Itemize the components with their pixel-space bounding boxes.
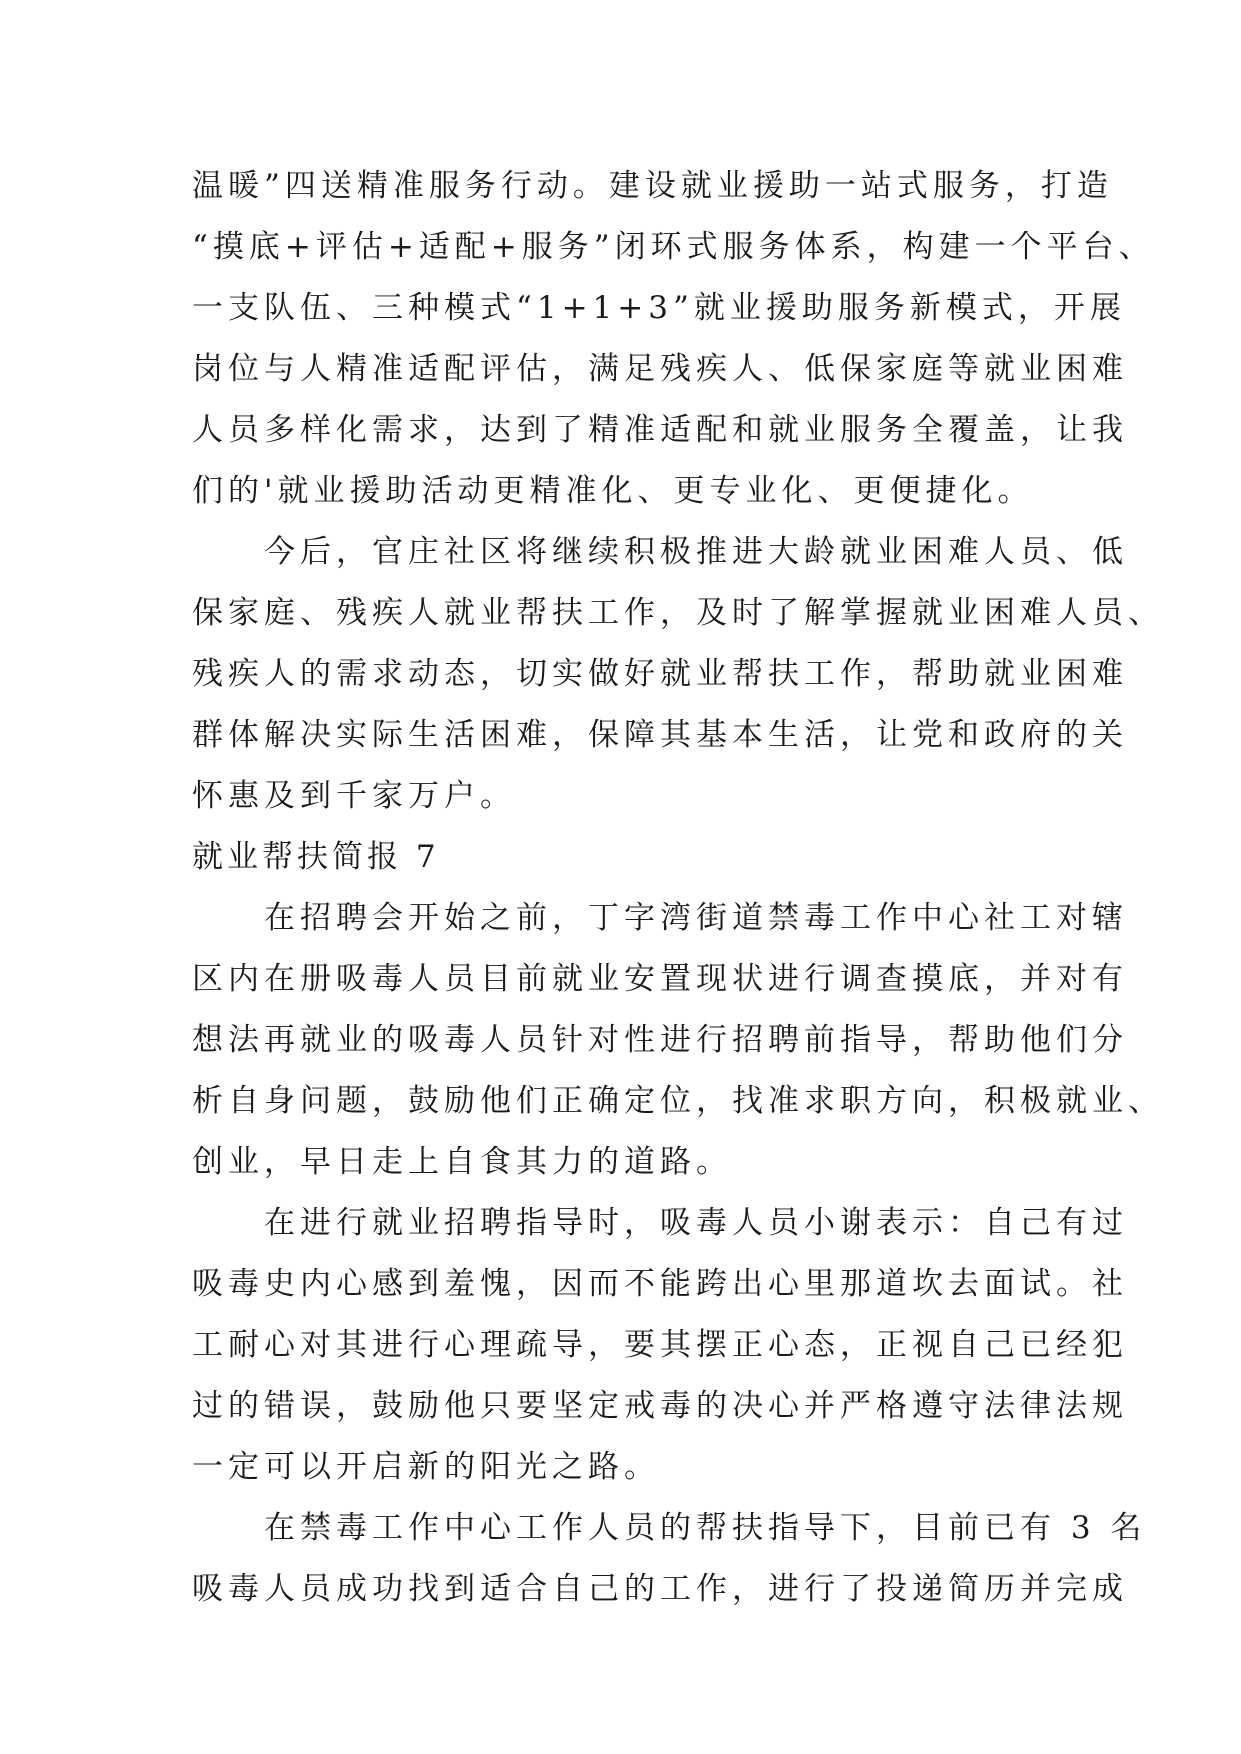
- text-line: 析自身问题，鼓励他们正确定位，找准求职方向，积极就业、: [192, 1083, 1164, 1119]
- text-line: 在进行就业招聘指导时，吸毒人员小谢表示：自己有过: [264, 1205, 1128, 1241]
- text-line: 岗位与人精准适配评估，满足残疾人、低保家庭等就业困难: [192, 351, 1128, 387]
- text-line: 怀惠及到千家万户。: [192, 778, 516, 814]
- text-line: 今后，官庄社区将继续积极推进大龄就业困难人员、低: [264, 534, 1128, 570]
- text-line: 一支队伍、三种模式“1+1+3”就业援助服务新模式，开展: [192, 290, 1126, 326]
- text-line: 保家庭、残疾人就业帮扶工作，及时了解掌握就业困难人员、: [192, 595, 1164, 631]
- text-line: 一定可以开启新的阳光之路。: [192, 1449, 660, 1485]
- text-line: 工耐心对其进行心理疏导，要其摆正心态，正视自己已经犯: [192, 1327, 1128, 1363]
- text-line: 们的'就业援助活动更精准化、更专业化、更便捷化。: [192, 473, 1034, 509]
- text-line: 吸毒人员成功找到适合自己的工作，进行了投递简历并完成: [192, 1571, 1128, 1607]
- document-body: [192, 156, 1164, 1620]
- text-line: 创业，早日走上自食其力的道路。: [192, 1144, 732, 1180]
- text-line: 在禁毒工作中心工作人员的帮扶指导下，目前已有 3 名: [264, 1510, 1147, 1546]
- text-line: 温暖”四送精准服务行动。建设就业援助一站式服务，打造: [192, 168, 1113, 204]
- text-line: “摸底+评估+适配+服务”闭环式服务体系，构建一个平台、: [192, 229, 1155, 265]
- text-line: 在招聘会开始之前，丁字湾街道禁毒工作中心社工对辖: [264, 900, 1128, 936]
- section-heading: 就业帮扶简报 7: [192, 839, 440, 875]
- text-line: 过的错误，鼓励他只要坚定戒毒的决心并严格遵守法律法规: [192, 1388, 1128, 1424]
- text-line: 吸毒史内心感到羞愧，因而不能跨出心里那道坎去面试。社: [192, 1266, 1128, 1302]
- text-line: 想法再就业的吸毒人员针对性进行招聘前指导，帮助他们分: [192, 1022, 1128, 1058]
- text-line: 区内在册吸毒人员目前就业安置现状进行调查摸底，并对有: [192, 961, 1128, 997]
- text-line: 人员多样化需求，达到了精准适配和就业服务全覆盖，让我: [192, 412, 1128, 448]
- text-line: 群体解决实际生活困难，保障其基本生活，让党和政府的关: [192, 717, 1128, 753]
- text-line: 残疾人的需求动态，切实做好就业帮扶工作，帮助就业困难: [192, 656, 1128, 692]
